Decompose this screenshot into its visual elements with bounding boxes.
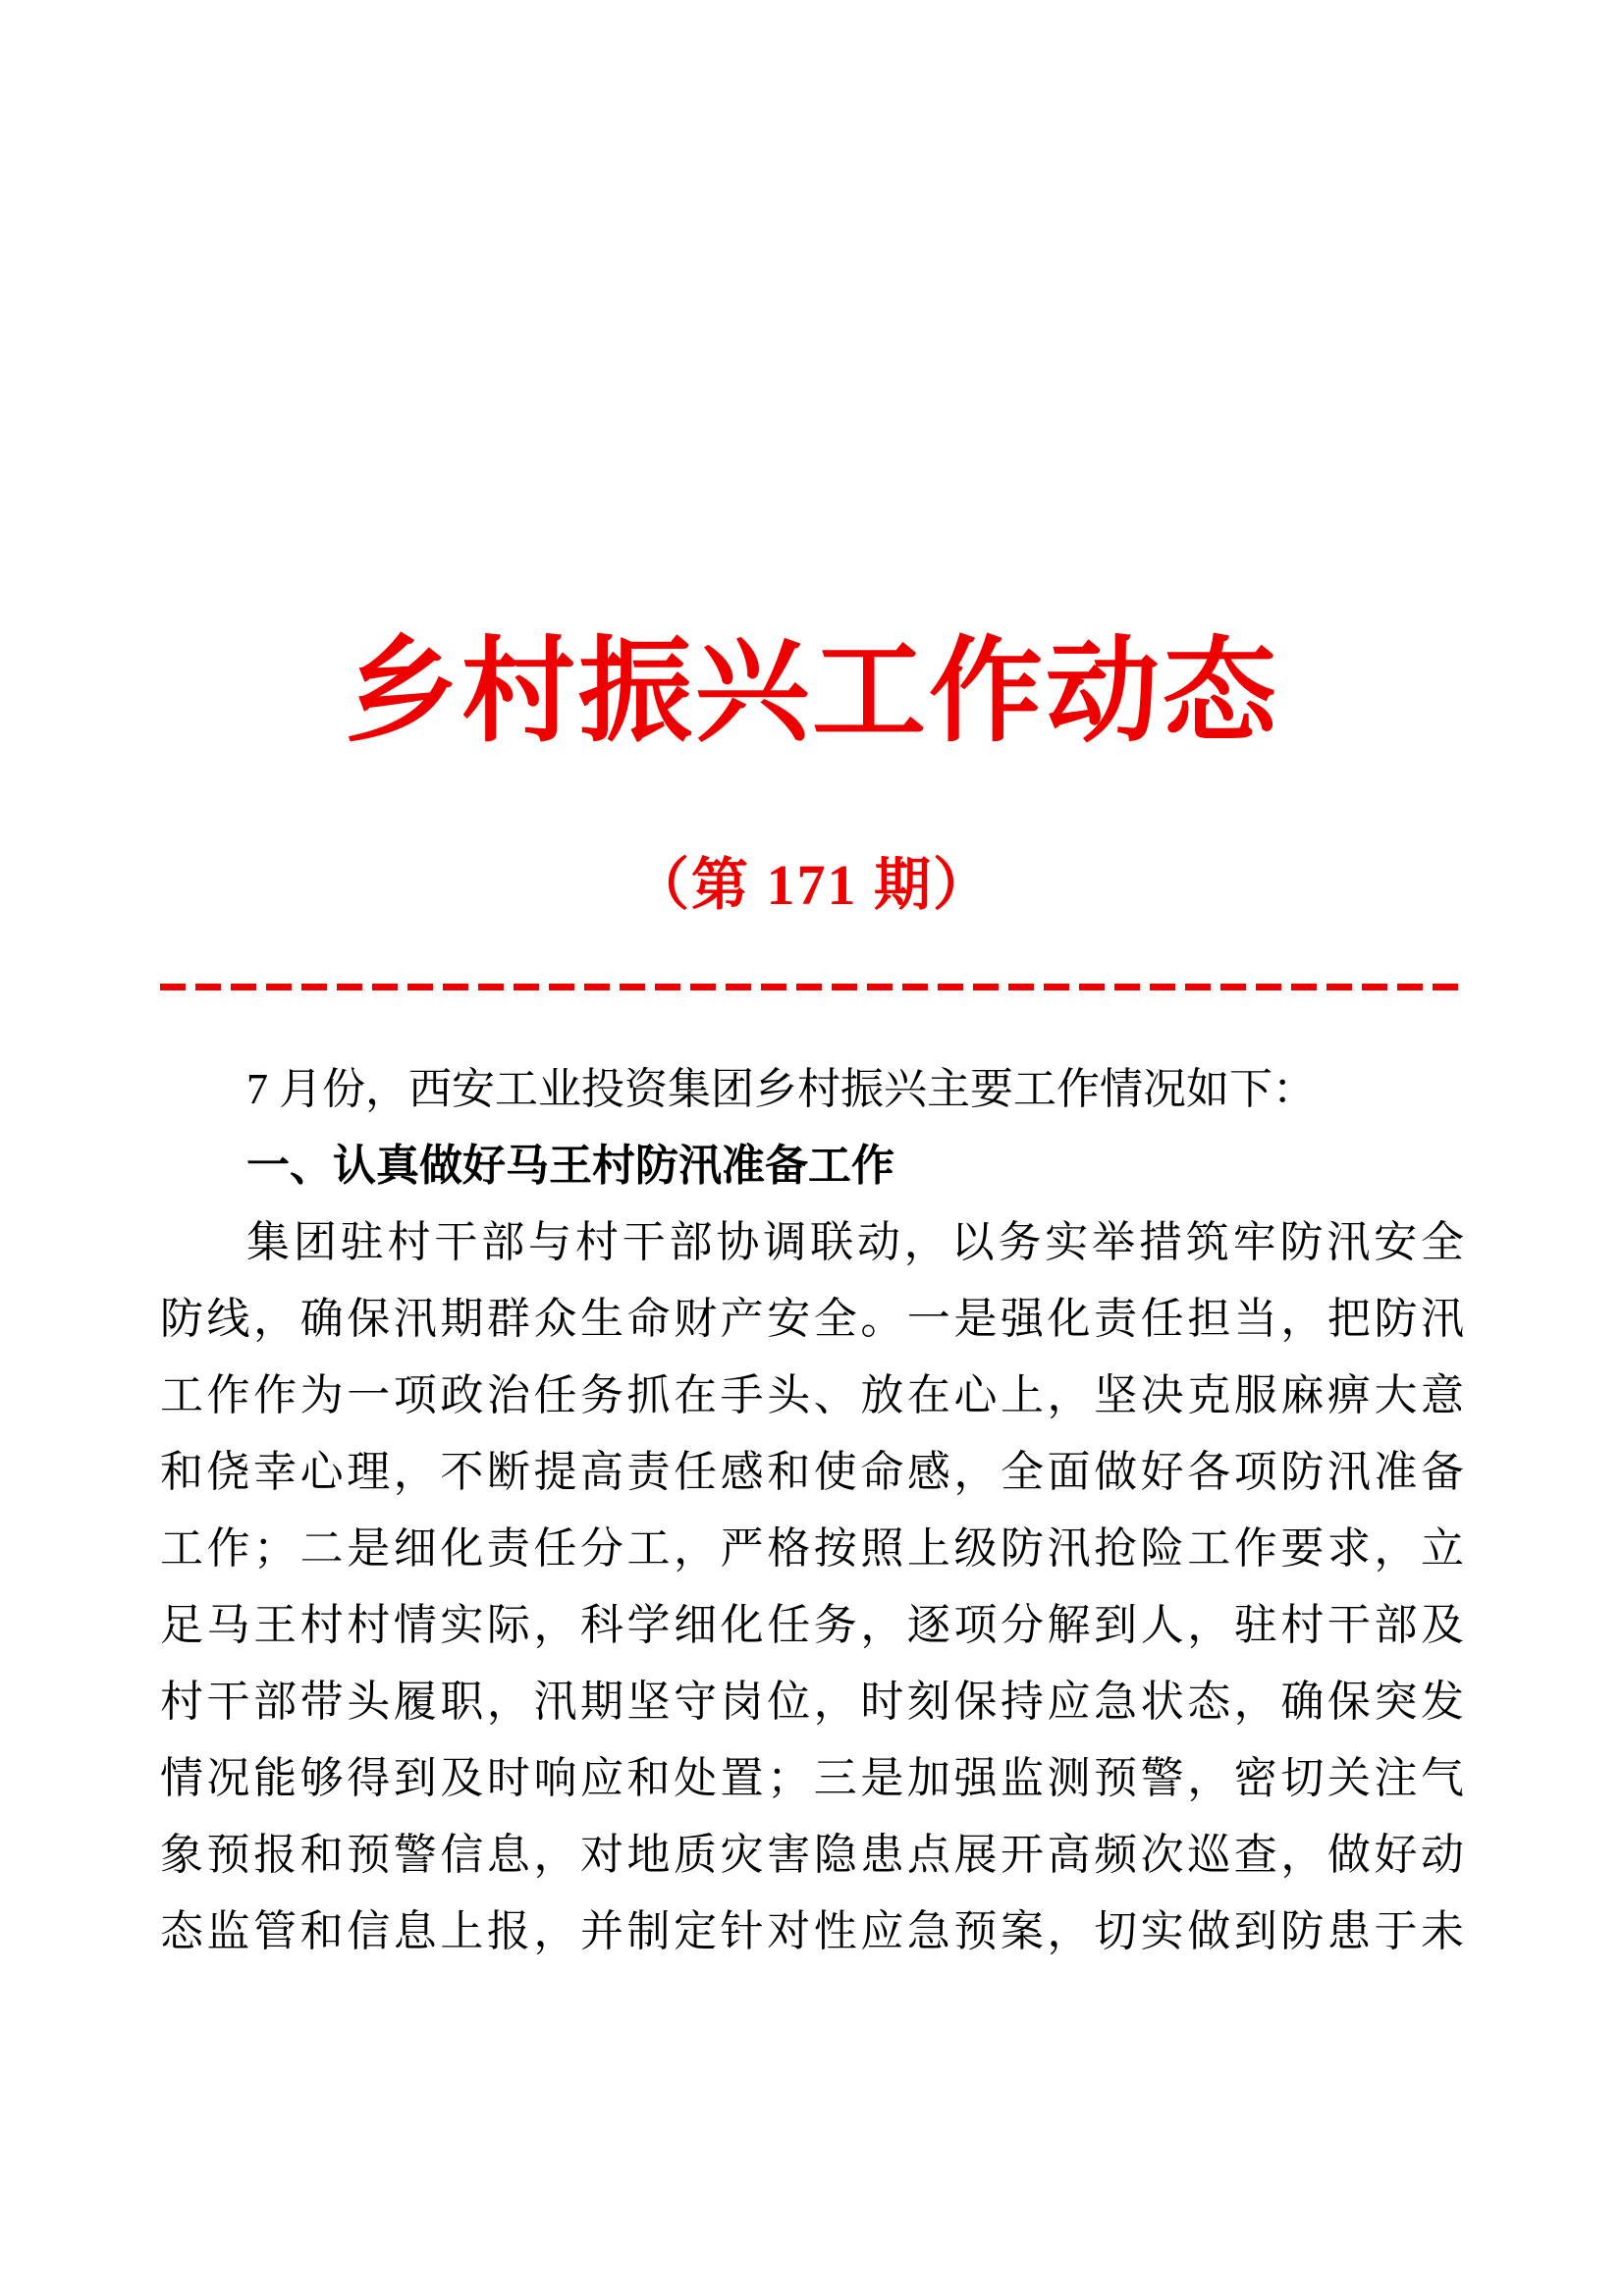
body-line: 态监管和信息上报，并制定针对性应急预案，切实做到防患于未 [160, 1907, 1464, 1955]
body-line: 足马王村村情实际，科学细化任务，逐项分解到人，驻村干部及 [160, 1601, 1464, 1649]
document-body [160, 1051, 1464, 1970]
red-dashed-divider [160, 984, 1464, 990]
section-1-heading: 一、认真做好马王村防汛准备工作 [246, 1142, 894, 1190]
body-line: 象预报和预警信息，对地质灾害隐患点展开高频次巡查，做好动 [160, 1831, 1464, 1879]
body-line: 集团驻村干部与村干部协调联动，以务实举措筑牢防汛安全 [246, 1218, 1464, 1266]
body-line: 村干部带头履职，汛期坚守岗位，时刻保持应急状态，确保突发 [160, 1678, 1464, 1726]
document-title: 乡村振兴工作动态 [345, 630, 1279, 756]
body-line: 情况能够得到及时响应和处置；三是加强监测预警，密切关注气 [160, 1754, 1464, 1802]
intro-paragraph: 7 月份，西安工业投资集团乡村振兴主要工作情况如下： [246, 1065, 1316, 1113]
body-line: 和侥幸心理，不断提高责任感和使命感，全面做好各项防汛准备 [160, 1448, 1464, 1496]
issue-number: （第 171 期） [631, 853, 992, 917]
body-line: 工作；二是细化责任分工，严格按照上级防汛抢险工作要求，立 [160, 1524, 1464, 1573]
body-line: 工作作为一项政治任务抓在手头、放在心上，坚决克服麻痹大意 [160, 1371, 1464, 1419]
body-line: 防线，确保汛期群众生命财产安全。一是强化责任担当，把防汛 [160, 1295, 1464, 1343]
